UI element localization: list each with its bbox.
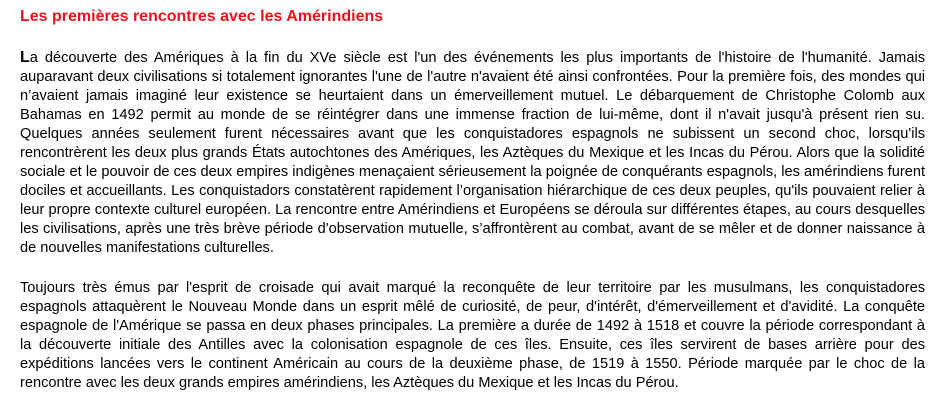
article-title: Les premières rencontres avec les Amérindiens <box>20 8 384 25</box>
paragraph-1-text: a découverte des Amériques à la fin du XVe siècle est l'un des événements les plus importants de l'histoire de l'humanité. Jamais auparavant deux civilisations si totalement ignorantes l'une de l'autre n'avaient été ainsi confrontées. Pour la première fois, des mondes qui n’avaient jamais imaginé leur existence se heurtaient dans un émerveillement mutuel. Le débarquement de Christophe Colomb aux Bahamas en 1492 permit au monde de se réintégrer dans une immense fraction de lui-même, dont il n'avait jusqu'à présent rien su. Quelques années seulement furent nécessaires avant que les conquistadores espagnols ne subissent un second choc, lorsqu'ils rencontrèrent les deux plus grands États autochtones des Amériques, les Aztèques du Mexique et les Incas du Pérou. Alors que la solidité sociale et le pouvoir de ces deux empires indigènes menaçaient sérieusement la poignée de conquérants espagnols, les amérindiens furent dociles et accueillants. Les conquistadors constatèrent rapidement l’organisation hiérarchique de ces deux peuples, qu'ils pouvaient relier à leur propre contexte culturel européen. La rencontre entre Amérindiens et Européens se déroula sur différentes étapes, au cours desquelles les civilisations, après une très brève période d'observation mutuelle, s’affrontèrent au combat, avant de se mêler et de donner naissance à de nouvelles manifestations culturelles. <box>20 50 925 256</box>
paragraph-2: Toujours très émus par l'esprit de croisade qui avait marqué la reconquête de leur territoire par les musulmans, les conquistadores espagnols attaquèrent le Nouveau Monde dans un esprit mêlé de curiosité, de peur, d'intérêt, d'émerveillement et d'avidité. La conquête espagnole de l'Amérique se passa en deux phases principales. La première a durée de 1492 à 1518 et couvre la période correspondant à la découverte initiale des Antilles avec la colonisation espagnole de ces îles. Ensuite, ces îles servirent de bases arrière pour des expéditions lancées vers le continent Américain au cours de la deuxième phase, de 1519 à 1550. Période marquée par le choc de la rencontre avec les deux grands empires amérindiens, les Aztèques du Mexique et les Incas du Pérou. <box>20 280 925 391</box>
paragraph-1 <box>20 48 925 258</box>
paragraph-1-lead-letter: L <box>20 49 30 66</box>
